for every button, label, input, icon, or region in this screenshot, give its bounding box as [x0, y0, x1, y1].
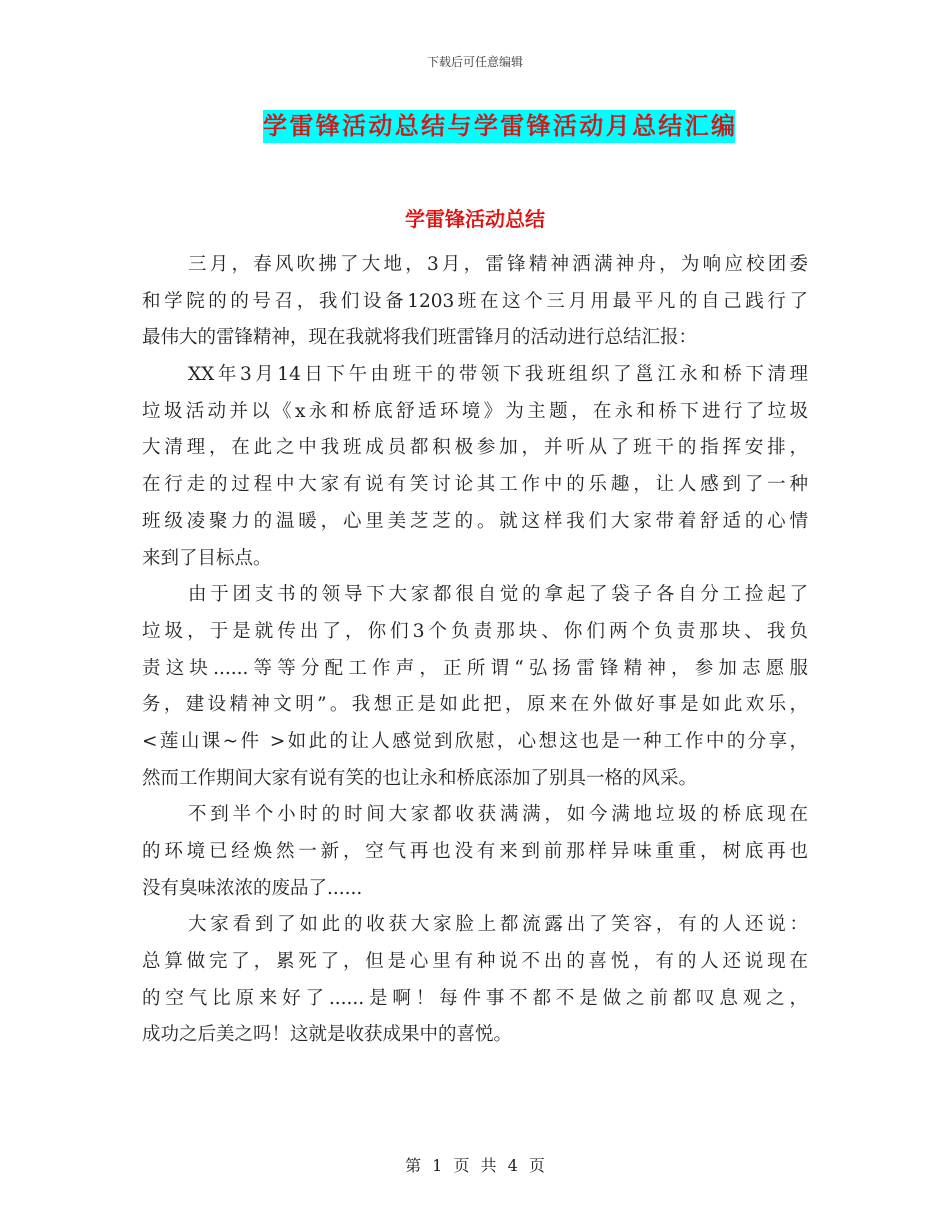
text-line: 成功之后美之吗！这就是收获成果中的喜悦。 — [142, 1024, 513, 1046]
paragraph — [142, 357, 808, 577]
text-line: 和学院的的号召，我们设备1203班在这个三月用最平凡的自己践行了 — [142, 290, 808, 312]
text-line: 由于团支书的领导下大家都很自觉的拿起了袋子各自分工捡起了 — [188, 584, 808, 606]
text-line: 来到了目标点。 — [142, 547, 272, 569]
text-line: 的空气比原来好了......是啊！每件事不都不是做之前都叹息观之， — [142, 987, 808, 1009]
text-line: 务，建设精神文明”。我想正是如此把，原来在外做好事是如此欢乐， — [142, 694, 808, 716]
text-line: 没有臭味浓浓的废品了...... — [142, 877, 363, 899]
paragraph — [142, 797, 808, 907]
document-body — [142, 247, 808, 1054]
section-heading: 学雷锋活动总结 — [405, 207, 545, 231]
page-header: 下载后可任意编辑 — [426, 55, 523, 69]
text-line: 总算做完了，累死了，但是心里有种说不出的喜悦，有的人还说现在 — [142, 951, 808, 973]
text-line: 的环境已经焕然一新，空气再也没有来到前那样异味重重，树底再也 — [142, 841, 808, 862]
text-line: 垃圾，于是就传出了，你们3个负责那块、你们两个负责那块、我负 — [142, 620, 808, 642]
text-line: 不到半个小时的时间大家都收获满满，如今满地垃圾的桥底现在 — [188, 804, 808, 826]
text-line: <莲山课~件 >如此的让人感觉到欣慰，心想这也是一种工作中的分享， — [142, 730, 808, 752]
text-line: 班级凌聚力的温暖，心里美芝芝的。就这样我们大家带着舒适的心情 — [142, 510, 808, 532]
text-line: 最伟大的雷锋精神，现在我就将我们班雷锋月的活动进行总结汇报： — [142, 327, 698, 349]
text-line: 大清理，在此之中我班成员都积极参加，并听从了班干的指挥安排， — [142, 437, 808, 459]
text-line: 三月，春风吹拂了大地，3月，雷锋精神洒满神舟，为响应校团委 — [188, 254, 808, 275]
text-line: 然而工作期间大家有说有笑的也让永和桥底添加了别具一格的风采。 — [142, 767, 698, 789]
paragraph — [142, 907, 808, 1054]
text-line: XX年3月14日下午由班干的带领下我班组织了邕江永和桥下清理 — [188, 364, 808, 386]
text-line: 垃圾活动并以《x永和桥底舒适环境》为主题，在永和桥下进行了垃圾 — [142, 400, 808, 422]
document-title: 学雷锋活动总结与学雷锋活动月总结汇编 — [263, 110, 735, 143]
text-line: 责这块......等等分配工作声，正所谓“弘扬雷锋精神，参加志愿服 — [142, 657, 808, 679]
text-line: 大家看到了如此的收获大家脸上都流露出了笑容，有的人还说： — [188, 914, 808, 936]
page-footer: 第 1 页 共 4 页 — [405, 1156, 545, 1175]
paragraph — [142, 247, 808, 357]
paragraph — [142, 577, 808, 797]
text-line: 在行走的过程中大家有说有笑讨论其工作中的乐趣，让人感到了一种 — [142, 474, 808, 496]
